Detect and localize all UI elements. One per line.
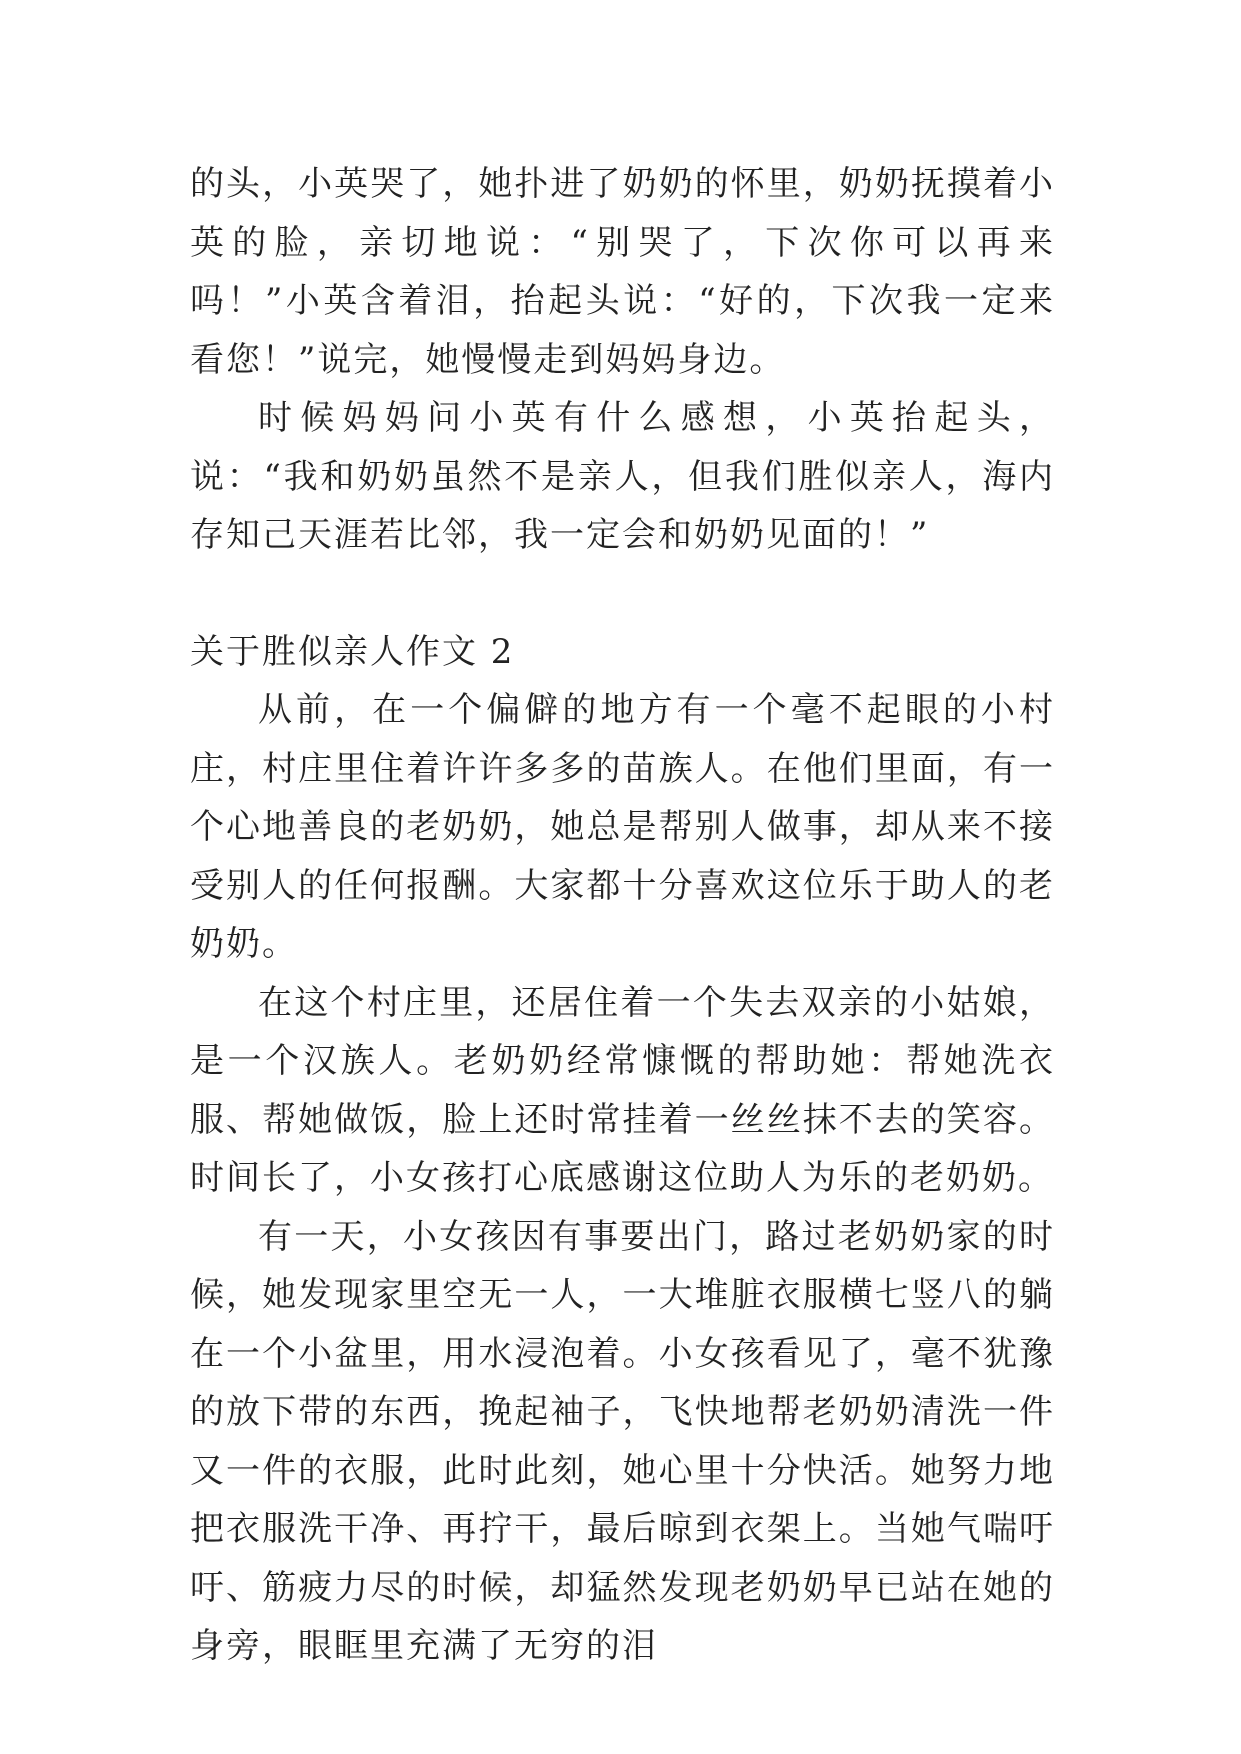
section-heading: 关于胜似亲人作文 2 [190,631,515,672]
paragraph: 从前，在一个偏僻的地方有一个毫不起眼的小村庄，村庄里住着许许多多的苗族人。在他们里面，有一个心地善良的老奶奶，她总是帮别人做事，却从来不接受别人的任何报酬。大家都十分喜欢这位乐于助人的老奶奶。 [190,690,1055,964]
paragraph-continued: 的头，小英哭了，她扑进了奶奶的怀里，奶奶抚摸着小英的脸，亲切地说：“别哭了，下次你可以再来吗！”小英含着泪，抬起头说：“好的，下次我一定来看您！”说完，她慢慢走到妈妈身边。 [190,164,1055,380]
document-body [190,155,1055,1676]
paragraph: 在这个村庄里，还居住着一个失去双亲的小姑娘，是一个汉族人。老奶奶经常慷慨的帮助她：帮她洗衣服、帮她做饭，脸上还时常挂着一丝丝抹不去的笑容。时间长了，小女孩打心底感谢这位助人为乐的老奶奶。 [190,982,1055,1198]
paragraph: 有一天，小女孩因有事要出门，路过老奶奶家的时候，她发现家里空无一人，一大堆脏衣服横七竖八的躺在一个小盆里，用水浸泡着。小女孩看见了，毫不犹豫的放下带的东西，挽起袖子，飞快地帮老奶奶清洗一件又一件的衣服，此时此刻，她心里十分快活。她努力地把衣服洗干净、再拧干，最后晾到衣架上。当她气喘吁吁、筋疲力尽的时候，却猛然发现老奶奶早已站在她的身旁，眼眶里充满了无穷的泪 [190,1216,1055,1666]
paragraph: 时候妈妈问小英有什么感想，小英抬起头，说：“我和奶奶虽然不是亲人，但我们胜似亲人，海内存知己天涯若比邻，我一定会和奶奶见面的！” [190,398,1055,555]
